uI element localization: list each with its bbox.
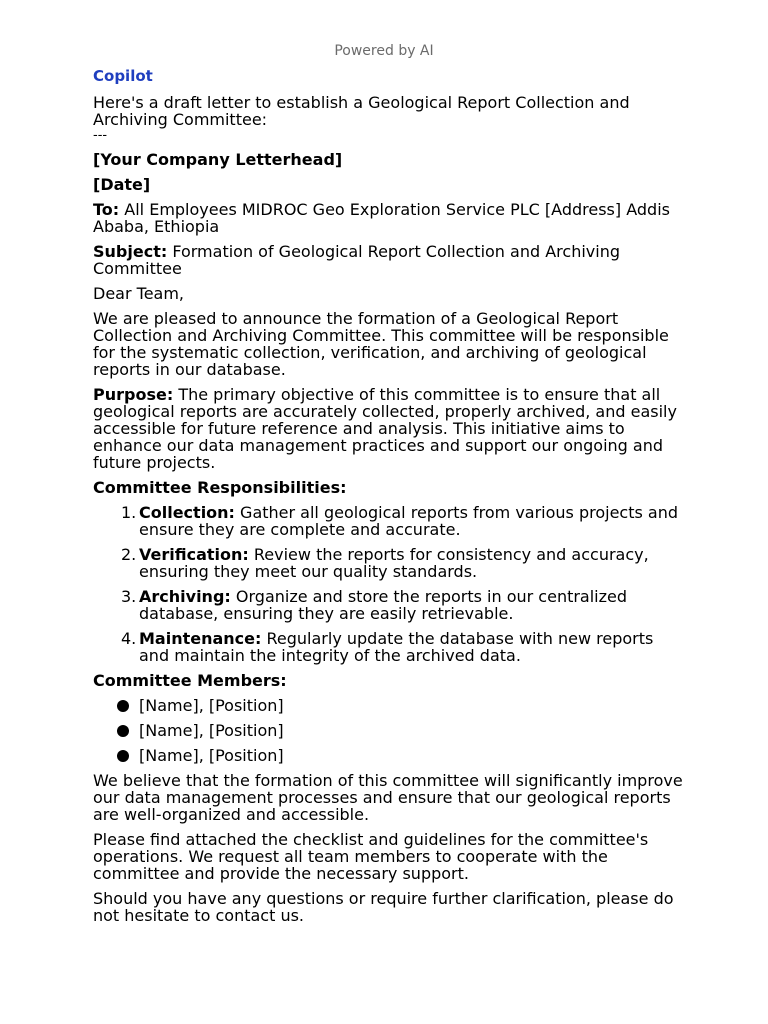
letterhead: [Your Company Letterhead] (93, 150, 343, 169)
responsibilities-list (93, 504, 683, 664)
member-text: [Name], [Position] (139, 721, 284, 740)
item-text: Gather all geological reports from various projects and ensure they are complete and accurate. (139, 503, 679, 539)
bullet-icon (117, 725, 129, 737)
opening-paragraph: We are pleased to announce the formation of a Geological Report Collection and Archiving Committee. This committee will be responsible for the systematic collection, verification, and archiving of geological reports in our database. (93, 309, 669, 379)
list-item (93, 588, 683, 622)
separator: --- (93, 128, 108, 143)
powered-by-label: Powered by AI (334, 43, 434, 59)
purpose-value: The primary objective of this committee is to ensure that all geological reports are accurately collected, properly archived, and easily accessible for future reference and analysis. This initiative aims to enhance our data management practices and support our ongoing and future projects. (93, 385, 677, 472)
members-heading: Committee Members: (93, 671, 287, 690)
assistant-name: Copilot (93, 67, 153, 85)
subject-line (93, 243, 683, 277)
subject-label: Subject: (93, 242, 168, 261)
purpose-paragraph (93, 386, 683, 471)
list-item (93, 546, 683, 580)
item-number: 3. (121, 587, 137, 606)
item-text: Review the reports for consistency and accuracy, ensuring they meet our quality standards. (139, 545, 649, 581)
item-text: Regularly update the database with new reports and maintain the integrity of the archived data. (139, 629, 654, 665)
responsibilities-heading: Committee Responsibilities: (93, 478, 347, 497)
item-number: 2. (121, 545, 137, 564)
item-number: 1. (121, 503, 137, 522)
list-item (93, 630, 683, 664)
purpose-label: Purpose: (93, 385, 174, 404)
salutation: Dear Team, (93, 284, 185, 303)
item-label: Archiving: (139, 587, 231, 606)
letter-content (93, 68, 683, 932)
member-text: [Name], [Position] (139, 696, 284, 715)
item-label: Collection: (139, 503, 235, 522)
list-item (93, 504, 683, 538)
item-number: 4. (121, 629, 137, 648)
intro-text: Here's a draft letter to establish a Geological Report Collection and Archiving Committee: (93, 93, 630, 129)
members-list (93, 697, 683, 764)
bullet-icon (117, 700, 129, 712)
item-text: Organize and store the reports in our centralized database, ensuring they are easily retrievable. (139, 587, 628, 623)
member-text: [Name], [Position] (139, 746, 284, 765)
bullet-icon (117, 750, 129, 762)
date-line: [Date] (93, 175, 151, 194)
to-label: To: (93, 200, 120, 219)
closing-paragraph-1: We believe that the formation of this committee will significantly improve our data management processes and ensure that our geological reports are well-organized and accessible. (93, 771, 683, 824)
subject-value: Formation of Geological Report Collection and Archiving Committee (93, 242, 620, 278)
list-item (93, 697, 683, 714)
list-item (93, 722, 683, 739)
item-label: Verification: (139, 545, 249, 564)
closing-paragraph-2: Please find attached the checklist and guidelines for the committee's operations. We request all team members to cooperate with the committee and provide the necessary support. (93, 830, 649, 883)
to-line (93, 201, 683, 235)
item-label: Maintenance: (139, 629, 262, 648)
closing-paragraph-3: Should you have any questions or require further clarification, please do not hesitate to contact us. (93, 889, 674, 925)
to-value: All Employees MIDROC Geo Exploration Service PLC [Address] Addis Ababa, Ethiopia (93, 200, 670, 236)
list-item (93, 747, 683, 764)
